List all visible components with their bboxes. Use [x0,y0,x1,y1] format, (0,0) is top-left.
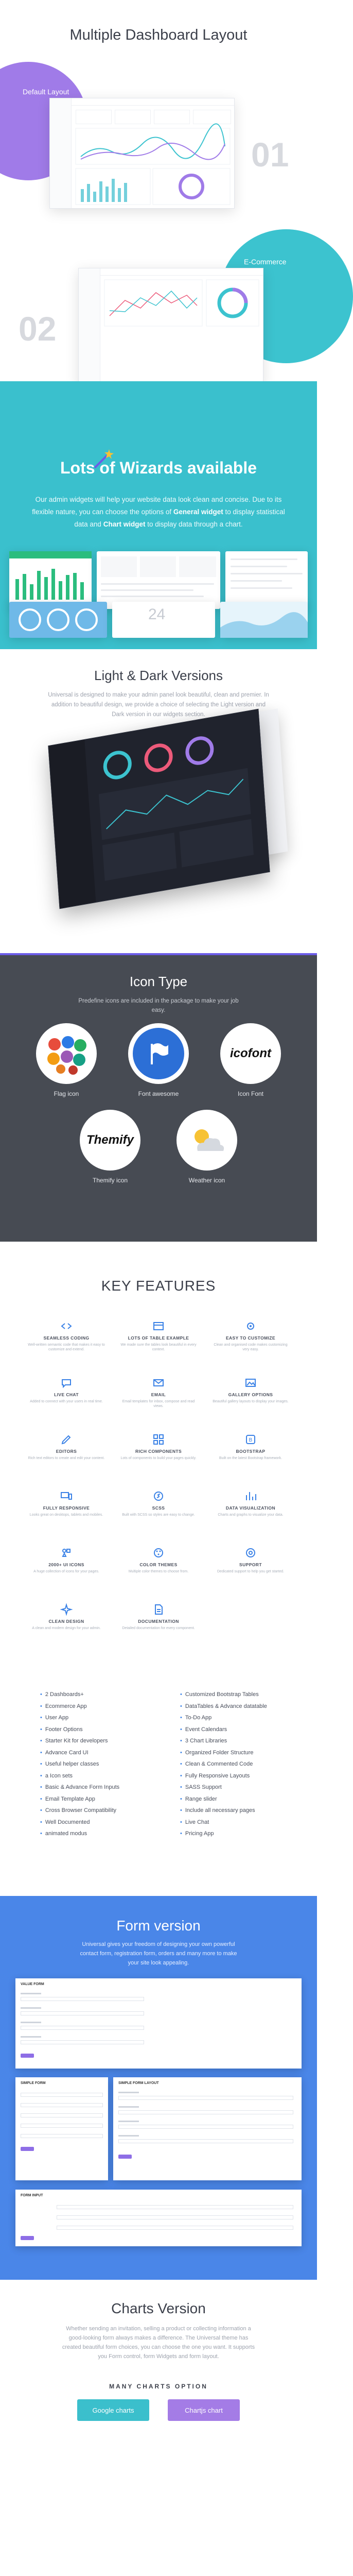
chartjs-chart-button[interactable]: Chartjs chart [168,2399,240,2421]
feature-desc: Well-written semantic code that makes it easy to customize and extend. [28,1343,105,1351]
feature-desc: Email templates for inbox, compose and read views. [122,1400,195,1408]
feature-list-item: • 2 Dashboards+ [40,1689,119,1701]
widget-preview-weather [9,602,107,638]
feature-list-item: • animated modus [40,1828,119,1840]
form-version-section [0,1896,317,2280]
feature-list-item: • Useful helper classes [40,1758,119,1770]
feature-name: CLEAN DESIGN [48,1619,84,1624]
feature-name: LIVE CHAT [54,1392,79,1397]
feature-name: DOCUMENTATION [138,1619,179,1624]
feature-desc: Added to connect with your users in real time. [30,1400,103,1403]
customize-icon [244,1320,257,1332]
feature-item [120,1320,197,1352]
gallery-icon [244,1377,257,1389]
key-features-title: KEY FEATURES [101,1278,216,1294]
form-version-description: Universal gives your freedom of designing your own powerful contact form, registration form, orders and many more to make your site look appealing. [80,1941,237,1966]
light-dark-description: Universal is designed to make your admin panel look beautiful, clean and premier. In addition to beautiful design, we provide a choice of selecting the Light version and Dark version in our widgets section. [48,692,269,718]
feature-desc: Dedicated support to help you get started. [217,1570,284,1573]
responsive-icon [60,1490,73,1502]
feature-list-item: • Basic & Advance Form Inputs [40,1782,119,1793]
feature-name: LOTS OF TABLE EXAMPLE [128,1335,189,1341]
form-preview-4 [15,2190,302,2246]
charts-version-description: Whether sending an invitation, selling a product or collecting information a good-looking form always makes a difference. The Universal theme has created beautiful form choices, you can choose the one you want. It supports you Form control, form Widgets and form layout. [62,2326,255,2360]
light-dark-section [0,649,317,953]
email-icon [152,1377,165,1389]
feature-list-item: • Include all necessary pages [180,1805,267,1817]
feature-list-item: • Email Template App [40,1793,119,1805]
feature-desc: Looks great on desktops, tablets and mobiles. [29,1513,103,1517]
color-icon [152,1547,165,1559]
feature-desc: A clean and modern design for your admin. [32,1626,101,1630]
feature-desc: Charts and graphs to visualize your data. [218,1513,284,1517]
feature-desc: Lots of components to build your pages quickly. [120,1456,197,1460]
dashboard-layout-section [0,0,317,348]
feature-item [120,1433,197,1461]
feature-desc: Built with SCSS so styles are easy to change. [122,1513,195,1517]
weather-icon [186,1122,227,1158]
weather-icon-card [177,1110,237,1171]
feature-list-right [180,1689,267,1840]
feature-item [28,1320,105,1352]
components-icon [152,1433,165,1446]
feature-list-item: • To-Do App [180,1712,267,1724]
feature-list-item: • Footer Options [40,1724,119,1736]
feature-desc: We made sure the tables look beautiful in every context. [120,1343,197,1351]
feature-desc: Rich text editors to create and edit your content. [28,1456,105,1460]
feature-item [212,1490,289,1517]
flags-icon [43,1033,90,1074]
feature-desc: Beautiful gallery layouts to display your images. [213,1400,289,1403]
icon-label: Weather icon [188,1177,225,1184]
feature-name: DATA VISUALIZATION [225,1505,276,1511]
feature-item [212,1547,289,1574]
ecommerce-tag: E-Commerce [244,258,287,266]
panel-title: FORM INPUT [21,2194,43,2197]
feature-list-item: • Clean & Commented Code [180,1758,267,1770]
feature-list-item: • Pricing App [180,1828,267,1840]
svg-text:B: B [249,1437,253,1443]
feature-item [120,1603,197,1631]
font-awesome-card [128,1023,189,1084]
feature-name: EDITORS [56,1449,77,1454]
feature-name: BOOTSTRAP [236,1449,266,1454]
form-preview-1 [15,1978,302,2069]
widget-preview-date: 24 [112,602,215,638]
feature-item [212,1433,289,1461]
panel-title: SIMPLE FORM [21,2081,46,2085]
form-preview-2 [15,2077,108,2180]
feature-item [120,1490,197,1517]
scss-icon [152,1490,165,1502]
feature-name: SCSS [152,1505,165,1511]
icon-label: Flag icon [54,1090,79,1097]
feature-name: RICH COMPONENTS [135,1449,182,1454]
feature-item [28,1377,105,1404]
feature-list-item: • Live Chat [180,1817,267,1828]
bootstrap-icon [244,1433,257,1446]
flag-icon [146,1041,171,1066]
feature-list-item: • a Icon sets [40,1770,119,1782]
panel-title: SIMPLE FORM LAYOUT [118,2081,159,2085]
feature-list-item: • Well Documented [40,1817,119,1828]
themify-logo: Themify [86,1133,134,1147]
widget-preview-bars [9,551,92,609]
charts-version-section [0,2280,317,2576]
feature-list-item: • Event Calendars [180,1724,267,1736]
icofont-card [220,1023,281,1084]
feature-list-item: • Starter Kit for developers [40,1735,119,1747]
feature-item [120,1377,197,1409]
panel-title: VALUE FORM [21,1982,44,1986]
support-icon [244,1547,257,1559]
feature-item [28,1433,105,1461]
feature-list-item: • User App [40,1712,119,1724]
icon-label: Icon Font [237,1090,264,1097]
feature-item [28,1547,105,1574]
widget-preview-stats [97,551,220,609]
feature-list-left [40,1689,119,1840]
light-dark-title: Light & Dark Versions [94,668,223,683]
key-features-section [0,1242,317,1896]
feature-list-item: • Range slider [180,1793,267,1805]
widget-preview-list [225,551,308,609]
section-title: Multiple Dashboard Layout [69,27,248,43]
default-layout-tag: Default Layout [23,88,69,96]
feature-list-item: • Customized Bootstrap Tables [180,1689,267,1701]
feature-name: 2000+ UI ICONS [48,1562,84,1567]
feature-name: EMAIL [151,1392,166,1397]
feature-name: FULLY RESPONSIVE [43,1505,90,1511]
icon-type-description: Predefine icons are included in the package to make your job easy. [78,998,239,1013]
feature-item [120,1547,197,1574]
feature-list-item: • DataTables & Advance datatable [180,1701,267,1713]
icon-label: Themify icon [92,1177,128,1184]
many-charts-heading: MANY CHARTS OPTION [109,2383,208,2390]
feature-desc: Detailed documentation for every component. [122,1626,195,1630]
wizards-section [0,381,317,649]
feature-desc: Built on the latest Bootstrap framework. [219,1456,283,1460]
wizards-description: Our admin widgets will help your website data look clean and concise. Due to its flexible nature, you can choose the options of General widget to display statistical data and Chart widget to display data through a chart. [32,496,285,528]
feature-list-item: • Advance Card UI [40,1747,119,1759]
dark-version-screenshot [48,709,270,909]
feature-list-item: • Organized Folder Structure [180,1747,267,1759]
feature-list-item: • Fully Responsive Layouts [180,1770,267,1782]
feature-desc: A huge collection of icons for your pages. [33,1570,99,1573]
feature-desc: Multiple color themes to choose from. [128,1570,189,1573]
feature-name: COLOR THEMES [139,1562,178,1567]
feature-name: EASY TO CUSTOMIZE [225,1335,276,1341]
feature-item [28,1603,105,1631]
feature-list-item: • SASS Support [180,1782,267,1793]
visualization-icon [244,1490,257,1502]
feature-list-item: • Ecommerce App [40,1701,119,1713]
widget-preview-area [220,602,308,638]
feature-name: SEAMLESS CODING [43,1335,90,1341]
clean-icon [60,1603,73,1616]
table-icon [152,1320,165,1332]
code-icon [60,1320,73,1332]
icon-type-section [0,953,317,1242]
feature-desc: Clean and organised code makes customizing very easy. [214,1343,288,1351]
chat-icon [60,1377,73,1389]
feature-name: SUPPORT [239,1562,262,1567]
feature-list-item: • 3 Chart Libraries [180,1735,267,1747]
feature-item [28,1490,105,1517]
editor-icon [60,1433,73,1446]
charts-version-title: Charts Version [111,2300,206,2316]
themify-card [80,1110,140,1171]
feature-name: GALLERY OPTIONS [228,1392,273,1397]
docs-icon [152,1603,165,1616]
google-charts-button[interactable]: Google charts [77,2399,149,2421]
icon-label: Font awesome [138,1090,179,1097]
feature-item [212,1377,289,1404]
ecommerce-dashboard-screenshot [78,268,263,386]
feature-list-item: • Cross Browser Compatibility [40,1805,119,1817]
flag-icon-card [36,1023,97,1084]
icon-type-title: Icon Type [129,974,188,989]
ui-icons-icon [60,1547,73,1559]
icofont-logo: icofont [230,1046,271,1060]
number-01: 01 [251,135,289,174]
wizards-title: Lots of Wizards available [60,459,257,477]
form-version-title: Form version [116,1918,201,1934]
default-dashboard-screenshot [49,98,235,209]
form-preview-3 [113,2077,302,2180]
number-02: 02 [19,310,57,348]
feature-item [212,1320,289,1352]
